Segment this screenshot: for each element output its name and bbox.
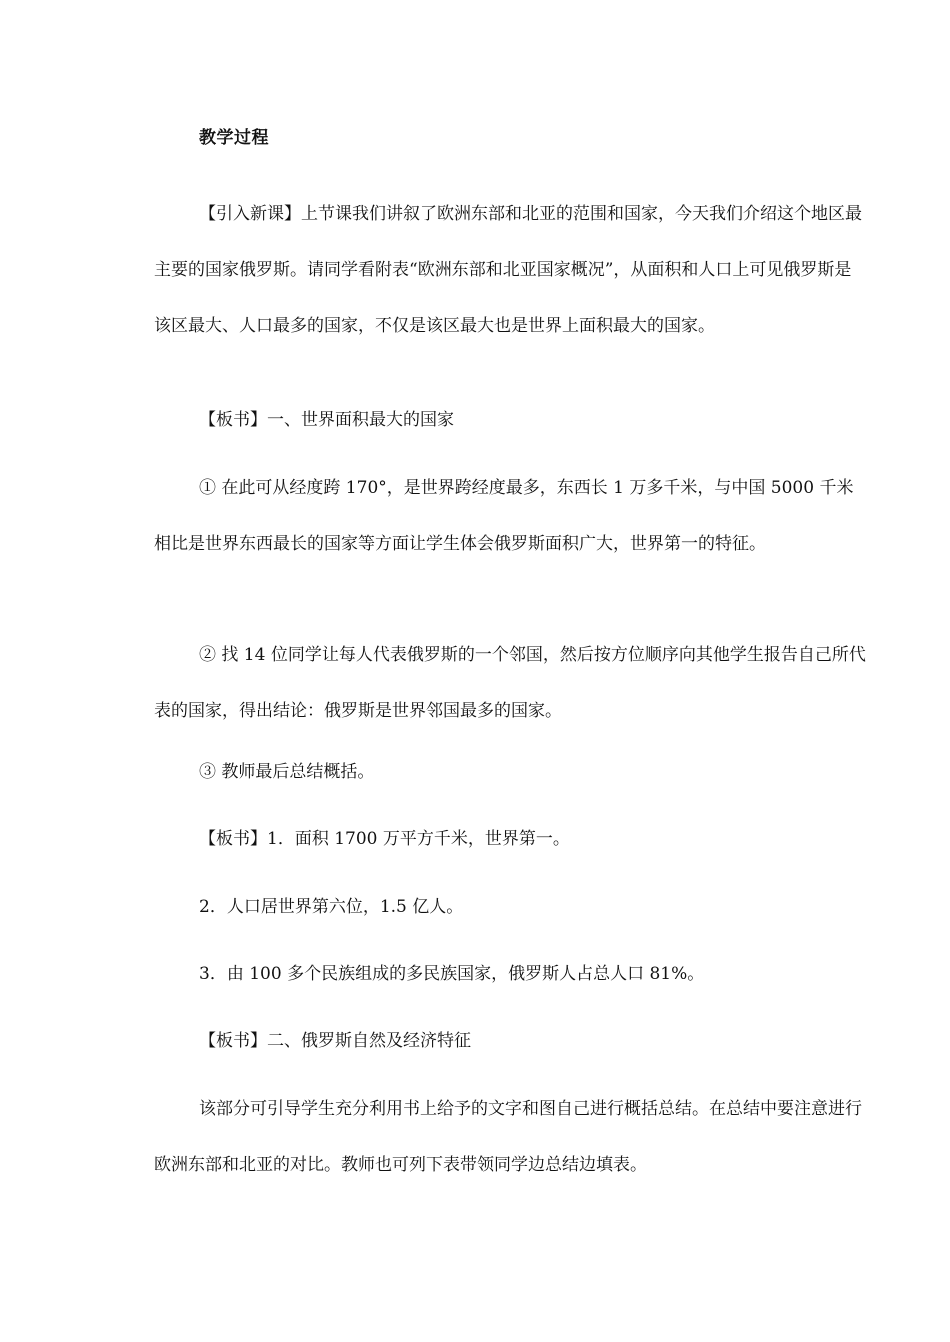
list-item-3: 3．由 100 多个民族组成的多民族国家，俄罗斯人占总人口 81%。 bbox=[199, 964, 705, 984]
point-1-paragraph: ① 在此可从经度跨 170°，是世界跨经度最多，东西长 1 万多千米，与中国 5000 千米相比是世界东西最长的国家等方面让学生体会俄罗斯面积广大，世界第一的特征。 bbox=[154, 478, 854, 554]
point-2-paragraph: ② 找 14 位同学让每人代表俄罗斯的一个邻国，然后按方位顺序向其他学生报告自己所代表的国家，得出结论：俄罗斯是世界邻国最多的国家。 bbox=[154, 645, 866, 721]
section-heading: 教学过程 bbox=[199, 128, 269, 148]
point-3-line: ③ 教师最后总结概括。 bbox=[199, 762, 375, 782]
board-note-1: 【板书】一、世界面积最大的国家 bbox=[199, 410, 454, 430]
list-item-2: 2．人口居世界第六位，1.5 亿人。 bbox=[199, 897, 464, 917]
board-note-2: 【板书】1．面积 1700 万平方千米，世界第一。 bbox=[199, 829, 570, 849]
board-note-3: 【板书】二、俄罗斯自然及经济特征 bbox=[199, 1031, 471, 1051]
closing-paragraph: 该部分可引导学生充分利用书上给予的文字和图自己进行概括总结。在总结中要注意进行欧洲东部和北亚的对比。教师也可列下表带领同学边总结边填表。 bbox=[154, 1099, 862, 1175]
intro-paragraph: 【引入新课】上节课我们讲叙了欧洲东部和北亚的范围和国家，今天我们介绍这个地区最主要的国家俄罗斯。请同学看附表“欧洲东部和北亚国家概况”，从面积和人口上可见俄罗斯是该区最大、人口最多的国家，不仅是该区最大也是世界上面积最大的国家。 bbox=[154, 204, 862, 336]
